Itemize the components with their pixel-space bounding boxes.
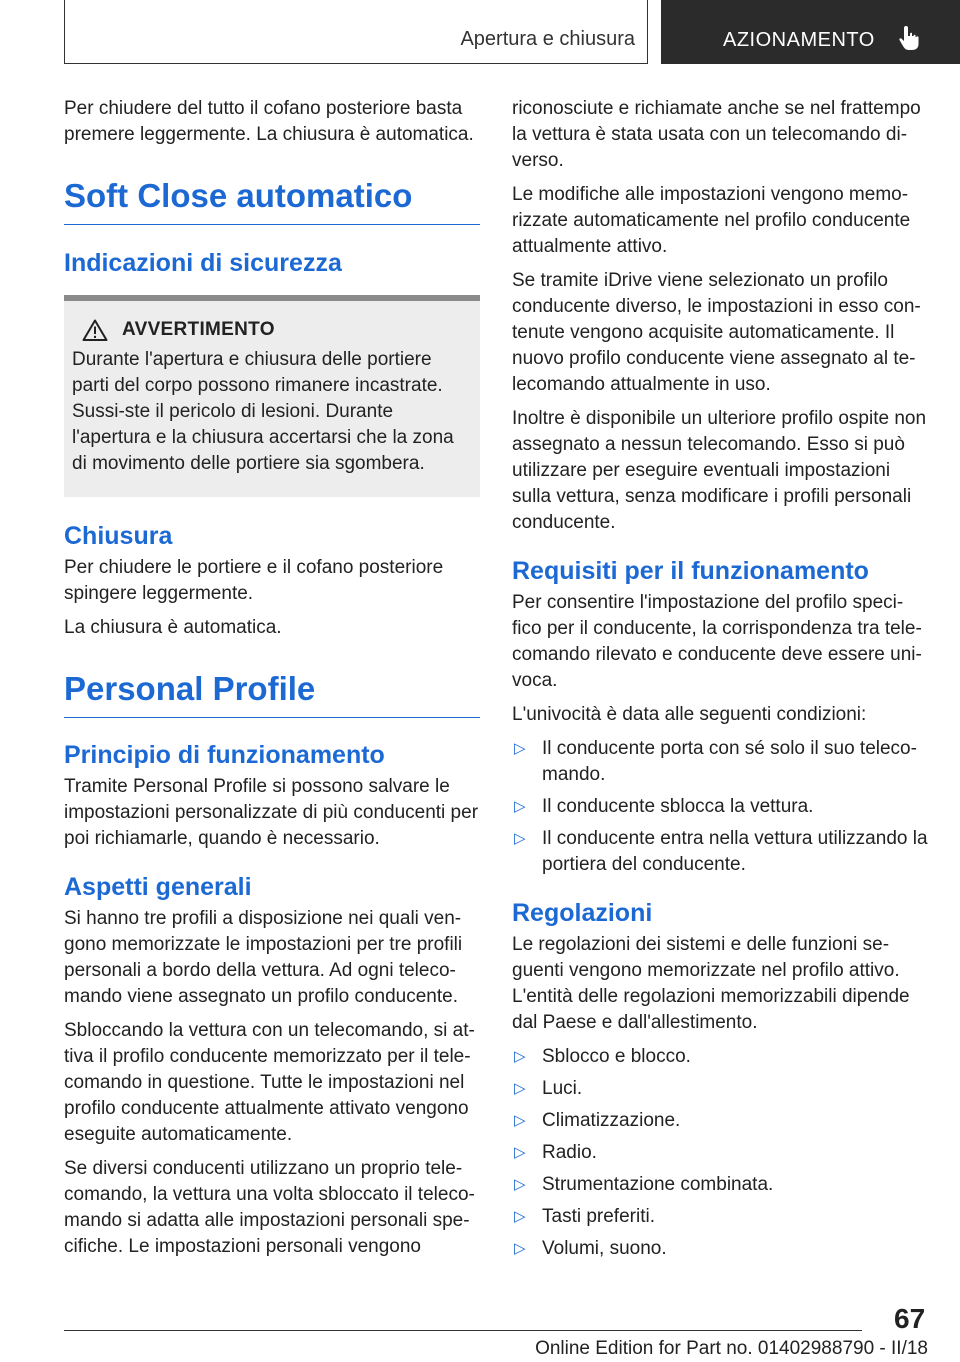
header-chapter-tab bbox=[661, 0, 960, 64]
aspetti-paragraph-3: Se diversi conducenti utilizzano un proprio tele-comando, la vettura una volta sbloccato il teleco-mando si adatta alle impostazioni personali spe-cifiche. Le impostazioni personali vengono bbox=[64, 1158, 475, 1257]
bullet-marker-icon: ▷ bbox=[514, 1144, 526, 1161]
principio-paragraph: Tramite Personal Profile si possono salvare le impostazioni personalizzate di più conducenti per poi richiamarle, quando è necessario. bbox=[64, 776, 479, 849]
list-item: ▷ Luci. bbox=[512, 1076, 928, 1102]
bullet-marker-icon: ▷ bbox=[514, 830, 526, 847]
right-paragraph-3: Se tramite iDrive viene selezionato un profilo conducente diverso, le impostazioni in esso con-tenute vengono acquisite automaticamente. Il nuovo profilo conducente viene assegnato al te-lecomando attualmente in uso. bbox=[512, 270, 921, 395]
bullet-marker-icon: ▷ bbox=[514, 1080, 526, 1097]
warning-title: AVVERTIMENTO bbox=[122, 319, 275, 340]
chiusura-heading: Chiusura bbox=[64, 522, 173, 550]
list-item: ▷ Il conducente sblocca la vettura. bbox=[512, 794, 928, 820]
bullet-marker-icon: ▷ bbox=[514, 1208, 526, 1225]
personal-profile-heading: Personal Profile bbox=[64, 669, 480, 718]
warning-box bbox=[64, 295, 480, 497]
warning-triangle-icon bbox=[82, 319, 108, 341]
footer-edition: Online Edition for Part no. 01402988790 - II/18 bbox=[535, 1338, 928, 1359]
list-item: ▷ Radio. bbox=[512, 1140, 928, 1166]
aspetti-paragraph-2: Sbloccando la vettura con un telecomando, si at-tiva il profilo conducente memorizzato per il tele-comando in questione. Tutte le impostazioni nel profilo conducente attualmente attivato vengono eseguite automaticamente. bbox=[64, 1020, 475, 1145]
requisiti-paragraph-2: L'univocità è data alle seguenti condizioni: bbox=[512, 704, 867, 725]
intro-paragraph: Per chiudere del tutto il cofano posteriore basta premere leggermente. La chiusura è automatica. bbox=[64, 98, 474, 145]
header-section-frame bbox=[64, 0, 648, 64]
aspetti-paragraph-1: Si hanno tre profili a disposizione nei quali ven-gono memorizzate le impostazioni per tre profili personali a bordo della vettura. Ad ogni teleco-mando viene assegnato un profilo conducente. bbox=[64, 908, 463, 1007]
list-item: ▷ Strumentazione combinata. bbox=[512, 1172, 928, 1198]
soft-close-heading: Soft Close automatico bbox=[64, 176, 480, 225]
warning-text: Durante l'apertura e chiusura delle portiere parti del corpo possono rimanere incastrate. Sussi-ste il pericolo di lesioni. Durante l'apertura e la chiusura accertarsi che la zona di movimento delle portiere sia sgombera. bbox=[72, 349, 454, 474]
principio-heading: Principio di funzionamento bbox=[64, 741, 385, 769]
page-number: 67 bbox=[894, 1303, 926, 1334]
bullet-marker-icon: ▷ bbox=[514, 740, 526, 757]
regolazioni-list bbox=[512, 1044, 928, 1262]
right-paragraph-4: Inoltre è disponibile un ulteriore profilo ospite non assegnato a nessun telecomando. Esso si può utilizzare per eseguire eventuali impostazioni sulla vettura, senza modificare i profili personali conducente. bbox=[512, 408, 927, 533]
safety-heading: Indicazioni di sicurezza bbox=[64, 249, 342, 277]
list-item: ▷ Climatizzazione. bbox=[512, 1108, 928, 1134]
requisiti-paragraph-1: Per consentire l'impostazione del profilo speci-fico per il conducente, la corrispondenza tra tele-comando rilevato e conducente deve essere uni-voca. bbox=[512, 592, 922, 691]
bullet-marker-icon: ▷ bbox=[514, 1240, 526, 1257]
list-item: ▷ Il conducente porta con sé solo il suo teleco-mando. bbox=[514, 738, 917, 785]
bullet-marker-icon: ▷ bbox=[514, 798, 526, 815]
chiusura-paragraph-1: Per chiudere le portiere e il cofano posteriore spingere leggermente. bbox=[64, 557, 444, 604]
list-item: ▷ Tasti preferiti. bbox=[512, 1204, 928, 1230]
footer-divider bbox=[64, 1330, 862, 1331]
list-item: ▷ Volumi, suono. bbox=[512, 1236, 928, 1262]
chiusura-paragraph-2: La chiusura è automatica. bbox=[64, 617, 282, 638]
right-paragraph-1: riconosciute e richiamate anche se nel frattempo la vettura è stata usata con un telecomando di-verso. bbox=[512, 98, 921, 171]
warning-header bbox=[72, 319, 472, 341]
aspetti-heading: Aspetti generali bbox=[64, 873, 252, 901]
right-column bbox=[512, 96, 928, 1270]
regolazioni-heading: Regolazioni bbox=[512, 899, 653, 927]
list-item: ▷ Il conducente entra nella vettura utilizzando la portiera del conducente. bbox=[514, 828, 928, 875]
header-section-title: Apertura e chiusura bbox=[460, 28, 635, 50]
regolazioni-paragraph: Le regolazioni dei sistemi e delle funzioni se-guenti vengono memorizzate nel profilo attivo. L'entità delle regolazioni memorizzabili dipende dal Paese e dall'allestimento. bbox=[512, 934, 910, 1033]
left-column bbox=[64, 96, 480, 1268]
bullet-marker-icon: ▷ bbox=[514, 1112, 526, 1129]
right-paragraph-2: Le modifiche alle impostazioni vengono memo-rizzate automaticamente nel profilo conducente attualmente attivo. bbox=[512, 184, 911, 257]
requisiti-heading: Requisiti per il funzionamento bbox=[512, 557, 869, 585]
requisiti-list bbox=[512, 736, 928, 878]
list-item: ▷ Sblocco e blocco. bbox=[512, 1044, 928, 1070]
bullet-marker-icon: ▷ bbox=[514, 1176, 526, 1193]
header-chapter-label: AZIONAMENTO bbox=[723, 29, 875, 51]
hand-pointer-icon bbox=[897, 24, 921, 52]
bullet-marker-icon: ▷ bbox=[514, 1048, 526, 1065]
